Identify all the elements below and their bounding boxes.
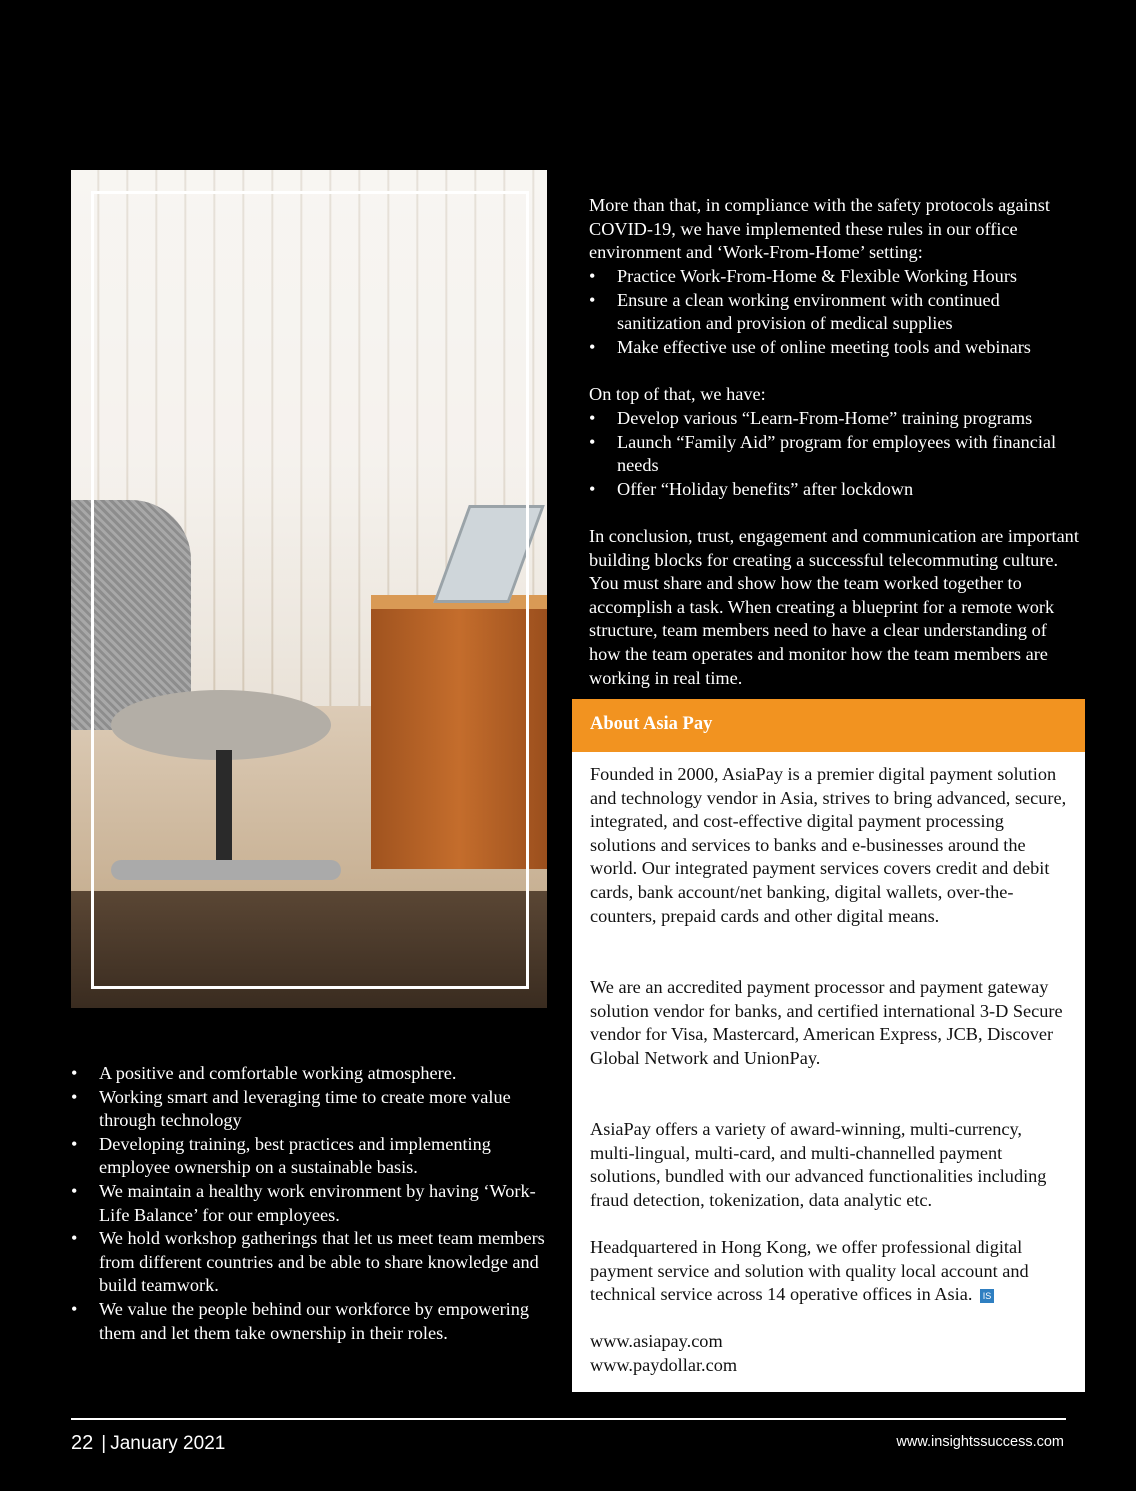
- about-title: About Asia Pay: [590, 714, 713, 734]
- intro-paragraph: More than that, in compliance with the safety protocols against COVID-19, we have implemented these rules in our office environment and ‘Work-From-Home’ setting:: [589, 195, 1050, 263]
- asiapay-link[interactable]: www.asiapay.com: [590, 1331, 723, 1351]
- about-paragraph-4-text: Headquartered in Hong Kong, we offer professional digital payment service and solution with quality local account and technical service across 14 operative offices in Asia.: [590, 1237, 1029, 1305]
- issue-date: January 2021: [110, 1433, 226, 1454]
- list-item: • Developing training, best practices and implementing employee ownership on a sustainable basis.: [71, 1133, 551, 1180]
- about-box: [572, 752, 1085, 1392]
- list-item: • We value the people behind our workforce by empowering them and let them take ownership in their roles.: [71, 1298, 551, 1345]
- list-item: • Make effective use of online meeting tools and webinars: [589, 336, 1079, 360]
- about-paragraph-1: Founded in 2000, AsiaPay is a premier digital payment solution and technology vendor in Asia, strives to bring advanced, secure, integrated, and cost-effective digital payment processing solutions and services to banks and e-businesses around the world. Our integrated payment services covers credit and debit cards, bank account/net banking, digital wallets, over-the-counters, prepaid cards and other digital means.: [590, 764, 1067, 926]
- conclusion-paragraph: In conclusion, trust, engagement and communication are important building blocks for creating a successful telecommuting culture. You must share and show how the team worked together to accomplish a task. When creating a blueprint for a remote work structure, team members need to have a clear understanding of how the team operates and monitor how the team members are working in real time.: [589, 526, 1079, 688]
- footer-separator: |: [101, 1433, 107, 1454]
- office-photo: [71, 170, 547, 1008]
- list-item: • Develop various “Learn-From-Home” training programs: [589, 407, 1079, 431]
- workplace-values-list: [71, 1062, 551, 1345]
- end-mark-icon: IS: [980, 1289, 994, 1303]
- list-item: • We hold workshop gatherings that let us meet team members from different countries and be able to share knowledge and build teamwork.: [71, 1227, 551, 1298]
- on-top-heading: On top of that, we have:: [589, 384, 766, 404]
- list-item: • Practice Work-From-Home & Flexible Working Hours: [589, 265, 1079, 289]
- list-item: • Ensure a clean working environment with continued sanitization and provision of medical supplies: [589, 289, 1079, 336]
- about-paragraph-3: AsiaPay offers a variety of award-winning, multi-currency, multi-lingual, multi-card, and multi-channelled payment solutions, bundled with our advanced functionalities including fraud detection, tokenization, data analytic etc.: [590, 1119, 1047, 1210]
- footer-site-link[interactable]: www.insightssuccess.com: [896, 1434, 1064, 1450]
- covid-rules-list: [589, 265, 1079, 359]
- list-item: • We maintain a healthy work environment by having ‘Work-Life Balance’ for our employees.: [71, 1180, 551, 1227]
- on-top-list: [589, 407, 1079, 501]
- page-number: 22: [71, 1432, 94, 1454]
- list-item: • Working smart and leveraging time to create more value through technology: [71, 1086, 551, 1133]
- list-item: • Offer “Holiday benefits” after lockdown: [589, 478, 1079, 502]
- about-header: [572, 699, 1085, 752]
- footer-page-info: [71, 1432, 225, 1455]
- photo-frame: [91, 191, 529, 989]
- paydollar-link[interactable]: www.paydollar.com: [590, 1355, 738, 1375]
- list-item: • Launch “Family Aid” program for employees with financial needs: [589, 431, 1079, 478]
- about-paragraph-4: [590, 1236, 1070, 1307]
- about-paragraph-2: We are an accredited payment processor and payment gateway solution vendor for banks, and certified international 3-D Secure vendor for Visa, Mastercard, American Express, JCB, Discover Global Network and UnionPay.: [590, 977, 1063, 1068]
- footer-divider: [71, 1418, 1066, 1420]
- list-item: • A positive and comfortable working atmosphere.: [71, 1062, 551, 1086]
